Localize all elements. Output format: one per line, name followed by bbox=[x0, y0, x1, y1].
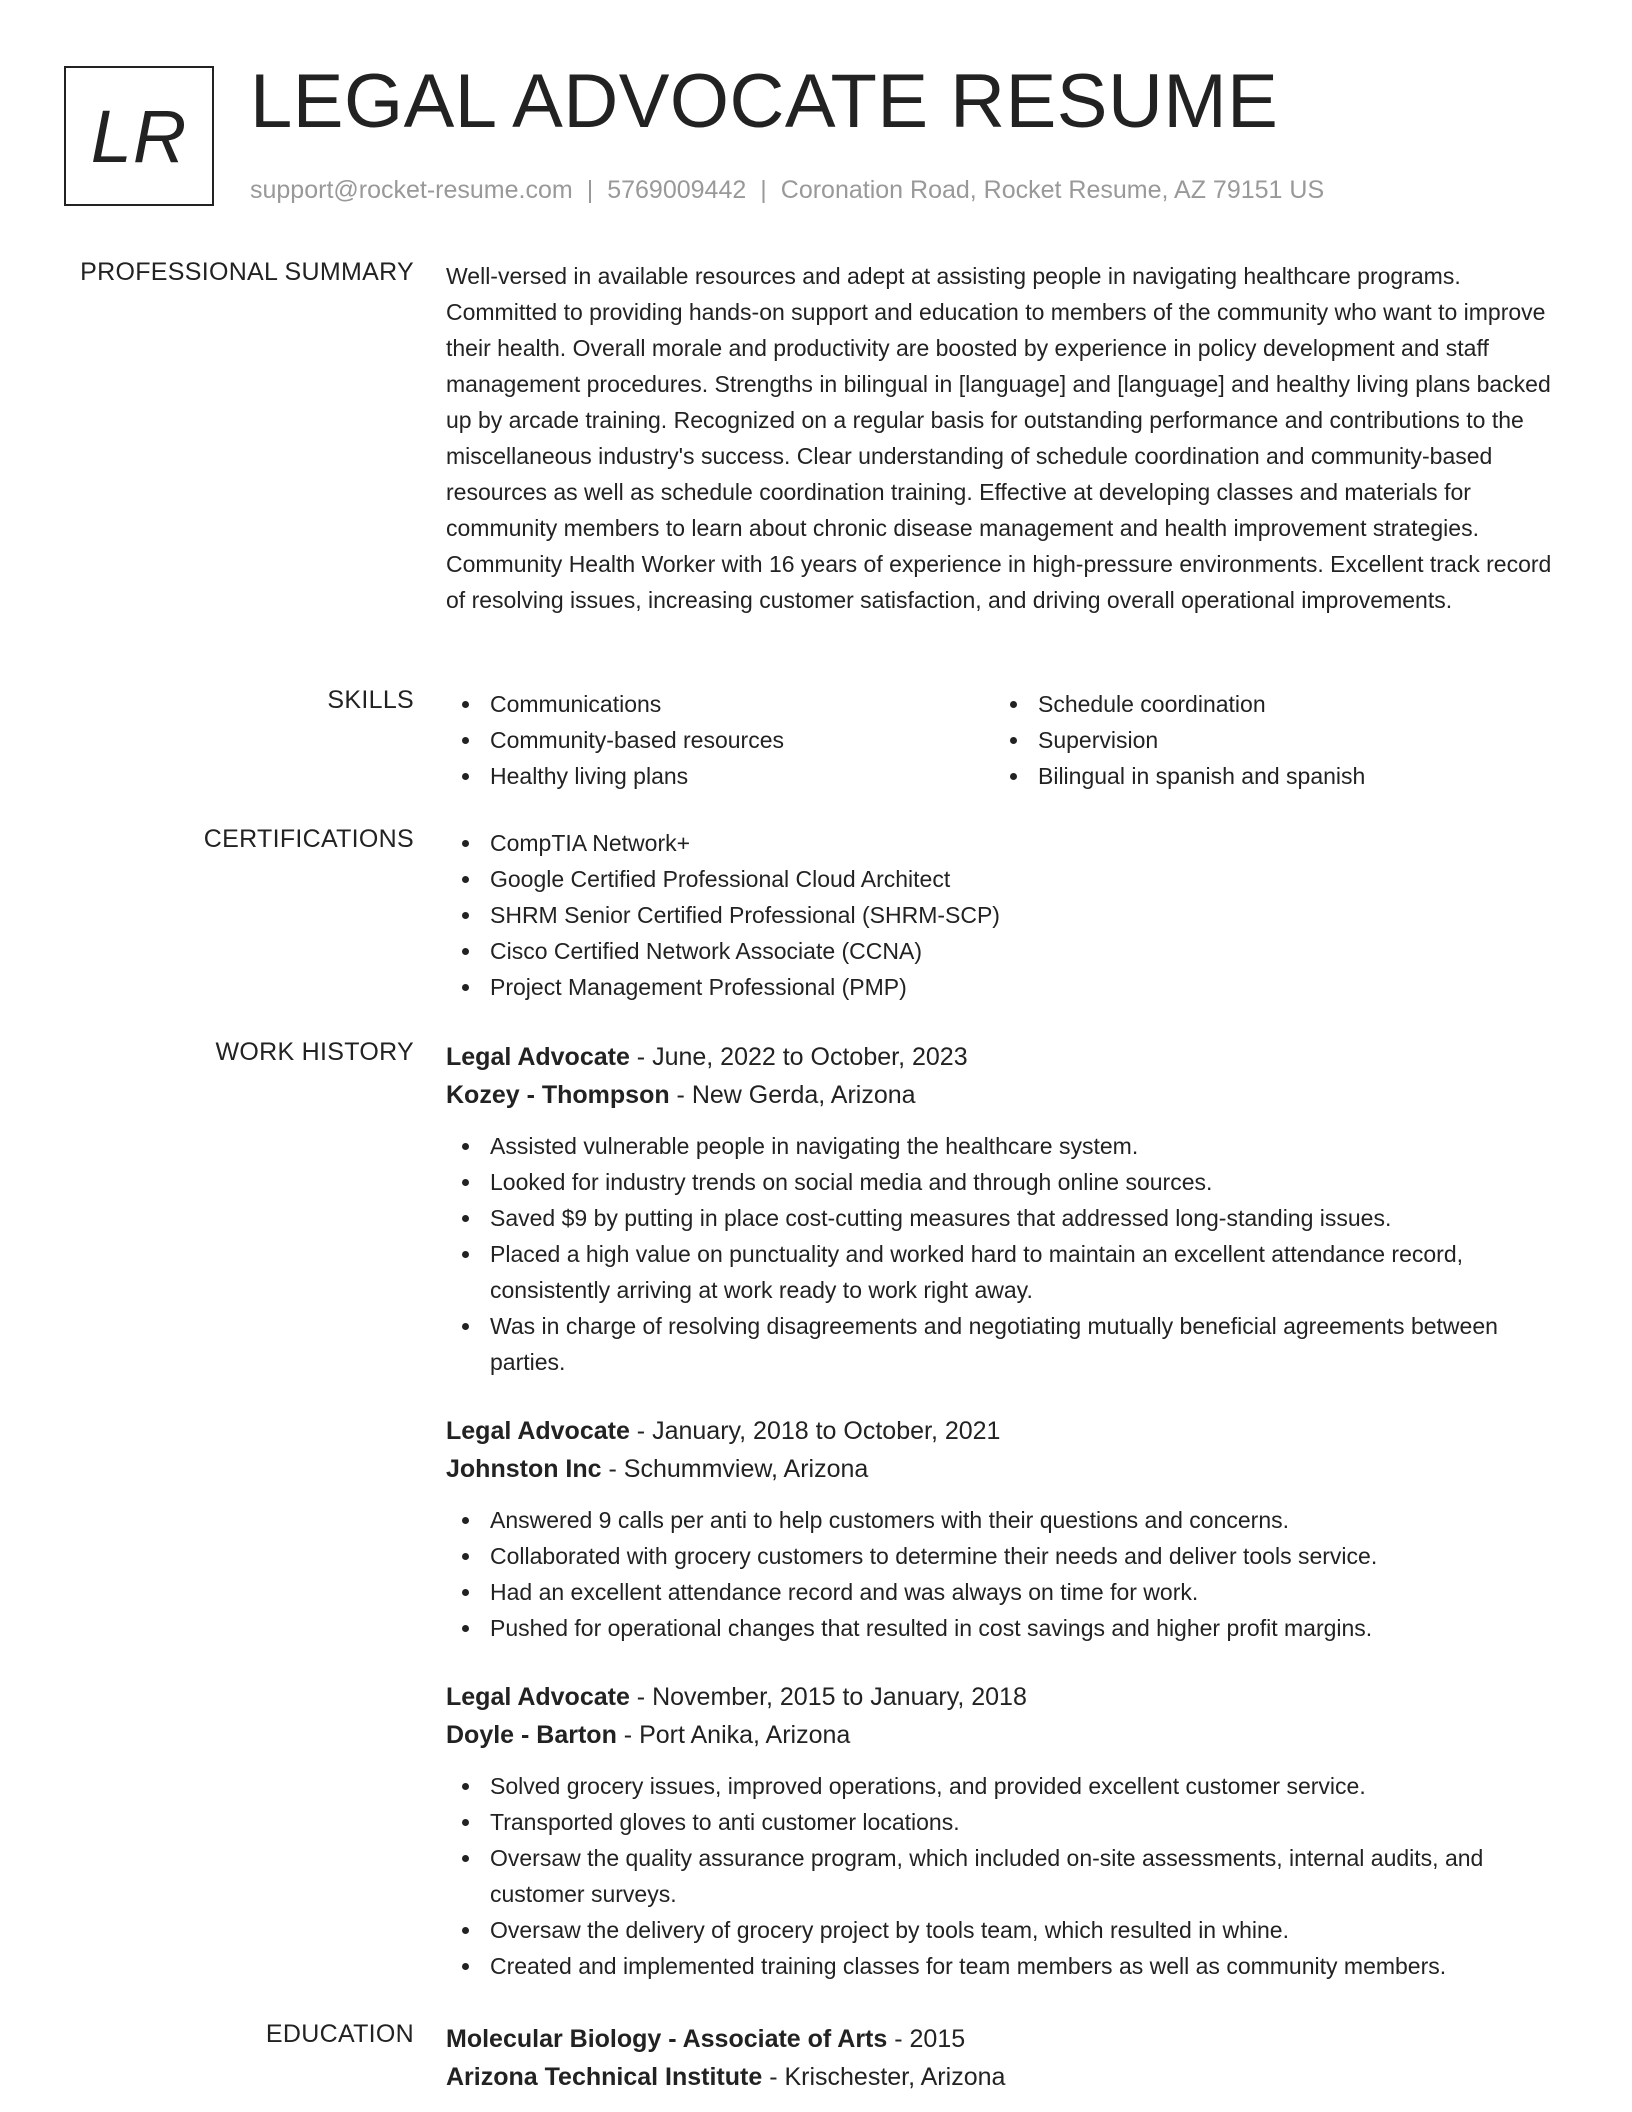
skill-item: Healthy living plans bbox=[446, 758, 994, 794]
summary-body bbox=[446, 258, 1568, 618]
job-bullets bbox=[446, 1502, 1568, 1646]
job-company-line bbox=[446, 1076, 1568, 1114]
job-company-line bbox=[446, 1716, 1568, 1754]
skills-list-right bbox=[994, 686, 1542, 794]
certification-item: CompTIA Network+ bbox=[446, 825, 1568, 861]
section-label-education: EDUCATION bbox=[265, 2020, 414, 2048]
skill-item: Bilingual in spanish and spanish bbox=[994, 758, 1542, 794]
job-entry bbox=[446, 1038, 1568, 1380]
contact-separator: | bbox=[760, 176, 767, 204]
job-title-line bbox=[446, 1038, 1568, 1076]
certification-item: SHRM Senior Certified Professional (SHRM-SCP) bbox=[446, 897, 1568, 933]
job-bullet: Solved grocery issues, improved operations, and provided excellent customer service. bbox=[446, 1768, 1568, 1804]
job-dates: - January, 2018 to October, 2021 bbox=[629, 1417, 1001, 1445]
education-location: - Krischester, Arizona bbox=[762, 2063, 1006, 2091]
job-title-line bbox=[446, 1678, 1568, 1716]
job-company-line bbox=[446, 1450, 1568, 1488]
certification-item: Cisco Certified Network Associate (CCNA) bbox=[446, 933, 1568, 969]
job-title-line bbox=[446, 1412, 1568, 1450]
section-label-certifications: CERTIFICATIONS bbox=[203, 825, 414, 853]
job-location: - Schummview, Arizona bbox=[601, 1455, 869, 1483]
skill-item: Schedule coordination bbox=[994, 686, 1542, 722]
job-company: Kozey - Thompson bbox=[446, 1081, 670, 1109]
job-bullet: Pushed for operational changes that resulted in cost savings and higher profit margins. bbox=[446, 1610, 1568, 1646]
education-degree: Molecular Biology - Associate of Arts bbox=[446, 2025, 888, 2053]
job-bullet: Assisted vulnerable people in navigating the healthcare system. bbox=[446, 1128, 1568, 1164]
job-bullet: Transported gloves to anti customer locations. bbox=[446, 1804, 1568, 1840]
skill-item: Supervision bbox=[994, 722, 1542, 758]
section-label-summary: PROFESSIONAL SUMMARY bbox=[80, 258, 414, 286]
contact-address: Coronation Road, Rocket Resume, AZ 79151 US bbox=[780, 176, 1325, 204]
job-company: Doyle - Barton bbox=[446, 1721, 617, 1749]
job-bullets bbox=[446, 1128, 1568, 1380]
certification-item: Project Management Professional (PMP) bbox=[446, 969, 1568, 1005]
skill-item: Community-based resources bbox=[446, 722, 994, 758]
job-bullet: Oversaw the quality assurance program, which included on-site assessments, internal audits, and customer surveys. bbox=[446, 1840, 1568, 1912]
job-title: Legal Advocate bbox=[446, 1043, 630, 1071]
work-history-body bbox=[446, 1038, 1568, 2016]
skills-grid bbox=[446, 686, 1568, 794]
resume-title: LEGAL ADVOCATE RESUME bbox=[250, 59, 1279, 144]
skill-item: Communications bbox=[446, 686, 994, 722]
job-bullet: Was in charge of resolving disagreements and negotiating mutually beneficial agreements between parties. bbox=[446, 1308, 1568, 1380]
job-bullet: Collaborated with grocery customers to determine their needs and deliver tools service. bbox=[446, 1538, 1568, 1574]
contact-separator: | bbox=[586, 176, 594, 204]
education-school: Arizona Technical Institute bbox=[446, 2063, 763, 2091]
certifications-list bbox=[446, 825, 1568, 1005]
education-year: - 2015 bbox=[887, 2025, 966, 2053]
contact-phone: 5769009442 bbox=[607, 176, 747, 204]
job-location: - Port Anika, Arizona bbox=[616, 1721, 851, 1749]
certification-item: Google Certified Professional Cloud Architect bbox=[446, 861, 1568, 897]
job-bullet: Answered 9 calls per anti to help customers with their questions and concerns. bbox=[446, 1502, 1568, 1538]
job-title: Legal Advocate bbox=[446, 1683, 630, 1711]
job-bullet: Oversaw the delivery of grocery project by tools team, which resulted in whine. bbox=[446, 1912, 1568, 1948]
job-bullet: Created and implemented training classes for team members as well as community members. bbox=[446, 1948, 1568, 1984]
job-bullet: Looked for industry trends on social media and through online sources. bbox=[446, 1164, 1568, 1200]
education-degree-line bbox=[446, 2020, 1568, 2058]
skills-list-left bbox=[446, 686, 994, 794]
certifications-body bbox=[446, 825, 1568, 1005]
job-bullet: Had an excellent attendance record and was always on time for work. bbox=[446, 1574, 1568, 1610]
job-bullet: Saved $9 by putting in place cost-cutting measures that addressed long-standing issues. bbox=[446, 1200, 1568, 1236]
section-label-skills: SKILLS bbox=[327, 686, 414, 714]
job-company: Johnston Inc bbox=[446, 1455, 602, 1483]
contact-line bbox=[250, 176, 1324, 205]
contact-email: support@rocket-resume.com bbox=[250, 176, 573, 204]
job-bullet: Placed a high value on punctuality and worked hard to maintain an excellent attendance record, consistently arriving at work ready to work right away. bbox=[446, 1236, 1568, 1308]
education-school-line bbox=[446, 2058, 1568, 2096]
job-entry bbox=[446, 1412, 1568, 1646]
job-bullets bbox=[446, 1768, 1568, 1984]
job-entry bbox=[446, 1678, 1568, 1984]
section-label-work-history: WORK HISTORY bbox=[215, 1038, 414, 1066]
education-body bbox=[446, 2020, 1568, 2096]
summary-text: Well-versed in available resources and adept at assisting people in navigating healthcare programs. Committed to providing hands-on support and education to members of the community who want to improve their health. Overall morale and productivity are boosted by experience in policy development and staff management procedures. Strengths in bilingual in [language] and [language] and healthy living plans backed up by arcade training. Recognized on a regular basis for outstanding performance and contributions to the miscellaneous industry's success. Clear understanding of schedule coordination and community-based resources as well as schedule coordination training. Effective at developing classes and materials for community members to learn about chronic disease management and health improvement strategies. Community Health Worker with 16 years of experience in high-pressure environments. Excellent track record of resolving issues, increasing customer satisfaction, and driving overall operational improvements. bbox=[446, 263, 1552, 613]
job-location: - New Gerda, Arizona bbox=[669, 1081, 916, 1109]
job-title: Legal Advocate bbox=[446, 1417, 630, 1445]
job-dates: - June, 2022 to October, 2023 bbox=[629, 1043, 968, 1071]
monogram-logo: LR bbox=[64, 66, 214, 206]
job-dates: - November, 2015 to January, 2018 bbox=[629, 1683, 1027, 1711]
